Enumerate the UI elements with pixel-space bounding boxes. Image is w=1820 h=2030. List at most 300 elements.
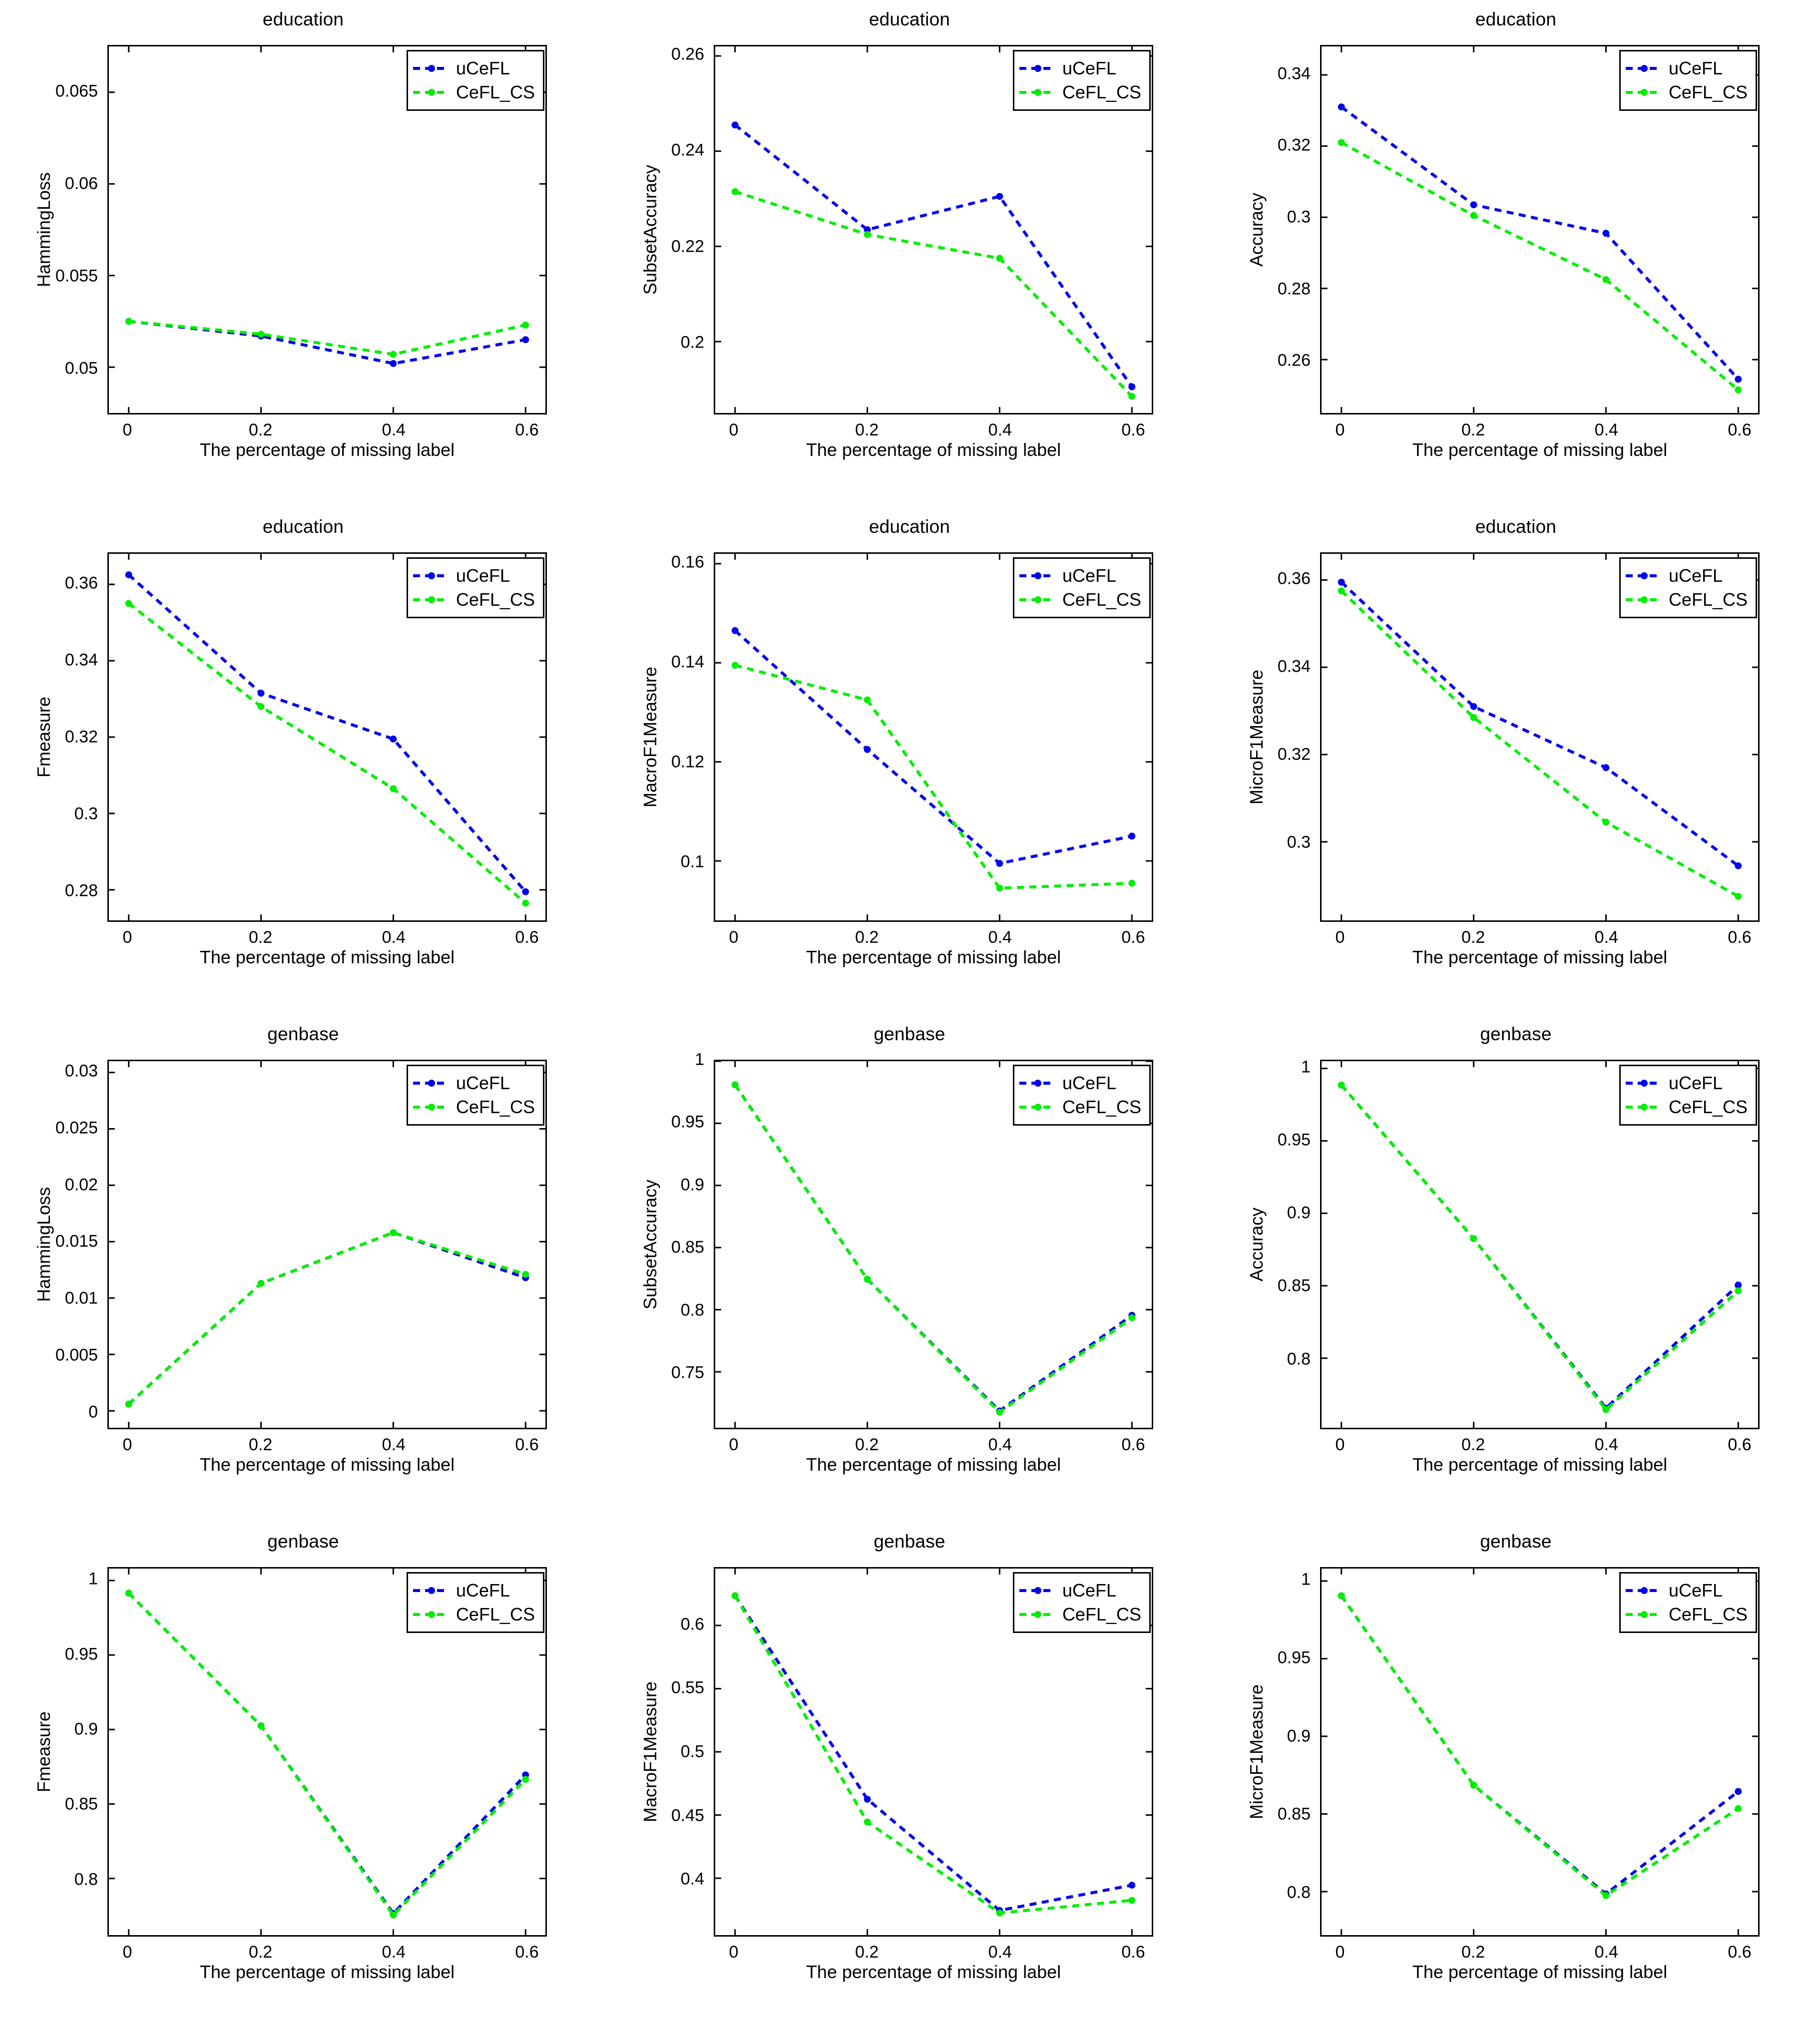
series-line	[735, 192, 1132, 397]
legend-line-icon	[1626, 67, 1663, 70]
y-tick-label: 0.34	[1277, 657, 1311, 676]
x-tick-label: 0.4	[988, 420, 1012, 439]
legend-item	[1019, 1579, 1141, 1603]
panel-title: education	[1475, 516, 1557, 537]
y-tick-label: 0.55	[671, 1678, 704, 1697]
y-tick-label: 0.26	[671, 44, 704, 64]
data-point	[390, 351, 397, 358]
legend-label: CeFL_CS	[455, 1097, 535, 1117]
data-point	[522, 1271, 529, 1278]
data-point	[1338, 1082, 1345, 1089]
legend-label: uCeFL	[1668, 565, 1723, 586]
x-axis-label: The percentage of missing label	[806, 1454, 1061, 1475]
data-point	[1735, 893, 1742, 900]
x-axis-label: The percentage of missing label	[806, 439, 1061, 460]
data-point	[1735, 387, 1742, 394]
chart-panel	[1213, 1015, 1819, 1522]
y-tick-label: 1	[1301, 1570, 1311, 1589]
x-axis-label: The percentage of missing label	[199, 439, 455, 460]
y-tick-label: 0.36	[1277, 569, 1311, 588]
legend-item	[1626, 80, 1748, 104]
y-tick-label: 0.12	[671, 752, 704, 772]
data-point	[996, 885, 1003, 892]
y-tick-label: 0.3	[1287, 207, 1311, 227]
data-point	[1338, 1592, 1345, 1599]
chart-panel	[606, 0, 1213, 507]
data-point	[125, 1401, 132, 1408]
legend-label: uCeFL	[455, 1073, 510, 1093]
y-tick-label: 0.065	[55, 81, 98, 100]
x-tick-label: 0	[1335, 1435, 1345, 1454]
x-axis-label: The percentage of missing label	[1412, 947, 1668, 967]
legend-line-icon	[1626, 1613, 1663, 1616]
legend-item	[1626, 1095, 1748, 1119]
legend-item	[1019, 588, 1141, 612]
series-line	[129, 1593, 526, 1914]
chart-panel	[1213, 1522, 1819, 2030]
data-point	[1470, 201, 1477, 208]
y-tick-label: 0.34	[1277, 64, 1311, 83]
data-point	[1128, 880, 1135, 887]
x-tick-label: 0.2	[1461, 1435, 1485, 1454]
data-point	[1128, 832, 1135, 839]
legend-label: uCeFL	[455, 565, 510, 586]
data-point	[1735, 1287, 1742, 1294]
legend-label: uCeFL	[455, 1580, 510, 1601]
series-line	[1342, 582, 1739, 866]
data-point	[258, 690, 265, 697]
data-point	[996, 1409, 1003, 1416]
legend-item	[413, 56, 535, 80]
legend-label: CeFL_CS	[455, 1604, 535, 1624]
data-point	[1470, 714, 1477, 721]
legend-item	[1626, 588, 1748, 612]
y-tick-label: 0.1	[680, 852, 704, 871]
legend-label: CeFL_CS	[1062, 1604, 1141, 1624]
x-tick-label: 0.4	[382, 420, 406, 439]
panel-title: genbase	[1480, 1024, 1552, 1044]
chart-panel	[0, 1015, 606, 1522]
y-tick-label: 0.85	[64, 1794, 98, 1814]
y-tick-label: 0.055	[55, 266, 98, 285]
legend-line-icon	[1626, 598, 1663, 601]
data-point	[732, 662, 739, 669]
data-point	[1735, 1805, 1742, 1812]
legend-line-icon	[1019, 91, 1056, 94]
data-point	[864, 231, 871, 238]
x-tick-label: 0	[1335, 1943, 1345, 1962]
series-line	[129, 1593, 526, 1915]
x-tick-label: 0.6	[1121, 420, 1145, 439]
y-tick-label: 0.85	[1277, 1804, 1311, 1824]
y-tick-label: 0.95	[1277, 1648, 1311, 1667]
x-tick-label: 0.4	[1594, 1435, 1618, 1454]
panel-title: genbase	[874, 1024, 945, 1044]
y-tick-label: 0.8	[74, 1870, 98, 1889]
data-point	[522, 1776, 529, 1783]
y-tick-label: 0.16	[671, 552, 704, 572]
y-tick-label: 0.95	[671, 1112, 704, 1132]
legend-label: uCeFL	[455, 58, 510, 78]
legend-label: CeFL_CS	[455, 82, 535, 102]
x-tick-label: 0.2	[249, 1943, 273, 1962]
x-axis-label: The percentage of missing label	[806, 1962, 1061, 1982]
data-point	[1602, 276, 1609, 283]
legend	[1013, 1065, 1151, 1126]
legend	[1013, 1572, 1151, 1633]
legend-line-icon	[413, 1613, 450, 1616]
legend-line-icon	[413, 574, 450, 577]
data-point	[732, 1592, 739, 1599]
data-point	[125, 600, 132, 607]
data-point	[864, 697, 871, 704]
data-point	[1338, 139, 1345, 146]
legend-line-icon	[413, 1589, 450, 1592]
legend-label: uCeFL	[1062, 565, 1116, 586]
data-point	[1470, 1782, 1477, 1789]
x-tick-label: 0.4	[988, 1943, 1012, 1962]
data-point	[1602, 1892, 1609, 1899]
legend	[1013, 50, 1151, 111]
legend-line-icon	[1626, 574, 1663, 577]
x-axis-label: The percentage of missing label	[199, 947, 455, 967]
series-line	[1342, 1085, 1739, 1410]
panel-title: education	[869, 516, 950, 537]
data-point	[125, 1590, 132, 1597]
series-line	[735, 665, 1132, 888]
chart-panel	[606, 1522, 1213, 2030]
x-tick-label: 0.4	[1594, 928, 1618, 947]
data-point	[732, 627, 739, 634]
data-point	[258, 1280, 265, 1287]
chart-panel	[0, 507, 606, 1015]
chart-panel	[606, 507, 1213, 1015]
y-tick-label: 0.75	[671, 1363, 704, 1382]
data-point	[864, 746, 871, 753]
legend-label: uCeFL	[1668, 1073, 1723, 1093]
y-tick-label: 0.4	[680, 1869, 704, 1889]
legend-label: CeFL_CS	[1668, 1097, 1748, 1117]
y-tick-label: 0.24	[671, 140, 704, 160]
y-tick-label: 0.3	[74, 804, 98, 823]
x-tick-label: 0.6	[515, 1435, 539, 1454]
y-tick-label: 0.32	[1277, 135, 1311, 155]
y-tick-label: 0.85	[671, 1237, 704, 1257]
y-tick-label: 0.22	[671, 237, 704, 256]
y-tick-label: 0.95	[1277, 1130, 1311, 1150]
x-tick-label: 0.2	[1461, 420, 1485, 439]
x-axis-label: The percentage of missing label	[1412, 1962, 1668, 1982]
data-point	[1735, 1788, 1742, 1795]
y-tick-label: 0.36	[64, 573, 98, 593]
y-tick-label: 0.06	[64, 174, 98, 193]
data-point	[1470, 212, 1477, 219]
y-tick-label: 0.025	[55, 1118, 98, 1138]
series-line	[735, 1085, 1132, 1412]
y-tick-label: 0.9	[1287, 1726, 1311, 1746]
legend-item	[413, 1071, 535, 1095]
y-axis-label: Accuracy	[1246, 192, 1267, 267]
series-line	[735, 125, 1132, 387]
x-tick-label: 0.2	[855, 420, 879, 439]
x-tick-label: 0.2	[249, 928, 273, 947]
x-tick-label: 0.2	[855, 1943, 879, 1962]
legend-line-icon	[1626, 1106, 1663, 1109]
data-point	[996, 860, 1003, 867]
legend	[1013, 557, 1151, 618]
data-point	[1338, 103, 1345, 110]
series-line	[1342, 142, 1739, 390]
legend-item	[1626, 1603, 1748, 1626]
data-point	[390, 736, 397, 743]
legend-label: uCeFL	[1668, 1580, 1723, 1601]
y-tick-label: 0.34	[64, 650, 98, 670]
legend	[407, 50, 544, 111]
data-point	[1128, 384, 1135, 391]
y-tick-label: 0.8	[1287, 1883, 1311, 1902]
data-point	[522, 888, 529, 895]
x-tick-label: 0.2	[855, 1435, 879, 1454]
panel-title: education	[869, 9, 950, 29]
legend-label: uCeFL	[1062, 58, 1116, 78]
y-tick-label: 0.85	[1277, 1276, 1311, 1295]
x-tick-label: 0.4	[988, 928, 1012, 947]
y-axis-label: MacroF1Measure	[640, 1681, 660, 1823]
data-point	[1338, 579, 1345, 586]
legend-label: CeFL_CS	[1668, 1604, 1748, 1624]
data-point	[1602, 1406, 1609, 1413]
data-point	[1128, 1882, 1135, 1889]
y-axis-label: HammingLoss	[33, 1187, 54, 1302]
y-tick-label: 0.14	[671, 652, 704, 672]
y-tick-label: 0.03	[64, 1061, 98, 1081]
y-tick-label: 0.01	[64, 1288, 98, 1308]
legend-label: uCeFL	[1062, 1073, 1116, 1093]
panel-title: genbase	[874, 1531, 945, 1552]
legend-label: CeFL_CS	[1668, 589, 1748, 610]
legend-label: uCeFL	[1668, 58, 1723, 78]
y-tick-label: 1	[88, 1569, 98, 1589]
x-tick-label: 0.2	[1461, 1943, 1485, 1962]
x-tick-label: 0.4	[382, 928, 406, 947]
y-tick-label: 0.005	[55, 1345, 98, 1365]
x-tick-label: 0	[122, 928, 132, 947]
series-line	[129, 322, 526, 364]
y-tick-label: 0.02	[64, 1175, 98, 1194]
y-axis-label: Fmeasure	[33, 1711, 54, 1793]
data-point	[1128, 393, 1135, 400]
data-point	[390, 1229, 397, 1236]
y-tick-label: 0.6	[680, 1615, 704, 1634]
y-axis-label: MicroF1Measure	[1246, 1684, 1267, 1820]
legend-item	[1626, 56, 1748, 80]
data-point	[522, 336, 529, 343]
legend	[1619, 1065, 1757, 1126]
y-tick-label: 0.32	[64, 727, 98, 747]
legend-label: CeFL_CS	[1062, 589, 1141, 610]
data-point	[1128, 1314, 1135, 1321]
y-tick-label: 0.9	[74, 1719, 98, 1739]
data-point	[996, 1910, 1003, 1917]
y-tick-label: 0.32	[1277, 745, 1311, 764]
data-point	[732, 1081, 739, 1088]
legend-line-icon	[1019, 1589, 1056, 1592]
y-tick-label: 0	[88, 1402, 98, 1422]
data-point	[258, 703, 265, 710]
y-tick-label: 1	[695, 1050, 704, 1069]
data-point	[864, 1276, 871, 1283]
legend-item	[1019, 1071, 1141, 1095]
legend-label: CeFL_CS	[1062, 82, 1141, 102]
data-point	[1128, 1897, 1135, 1904]
x-tick-label: 0.6	[1728, 1435, 1752, 1454]
legend-item	[1019, 1603, 1141, 1626]
panel-title: genbase	[1480, 1531, 1552, 1552]
x-tick-label: 0.2	[249, 1435, 273, 1454]
data-point	[522, 322, 529, 329]
legend-line-icon	[413, 67, 450, 70]
x-tick-label: 0	[729, 1435, 739, 1454]
y-axis-label: SubsetAccuracy	[640, 164, 660, 295]
data-point	[390, 360, 397, 367]
x-tick-label: 0.6	[1728, 420, 1752, 439]
legend-label: CeFL_CS	[1668, 82, 1748, 102]
x-tick-label: 0	[729, 1943, 739, 1962]
data-point	[125, 318, 132, 325]
y-tick-label: 0.3	[1287, 832, 1311, 852]
data-point	[390, 1912, 397, 1919]
x-tick-label: 0.4	[382, 1435, 406, 1454]
legend-item	[413, 1579, 535, 1603]
y-axis-label: SubsetAccuracy	[640, 1179, 660, 1310]
data-point	[996, 255, 1003, 262]
y-tick-label: 0.2	[680, 333, 704, 352]
legend	[407, 557, 544, 618]
legend-item	[1626, 1071, 1748, 1095]
x-tick-label: 0.2	[1461, 928, 1485, 947]
legend-line-icon	[1019, 1082, 1056, 1085]
panel-title: education	[262, 516, 344, 537]
legend-item	[413, 1603, 535, 1626]
series-line	[1342, 1085, 1739, 1408]
x-tick-label: 0.6	[1121, 1943, 1145, 1962]
x-tick-label: 0	[122, 420, 132, 439]
legend	[1619, 557, 1757, 618]
legend-line-icon	[1626, 1589, 1663, 1592]
data-point	[1338, 587, 1345, 594]
data-point	[996, 193, 1003, 200]
series-line	[735, 1596, 1132, 1913]
data-point	[258, 331, 265, 338]
panel-title: genbase	[267, 1024, 339, 1044]
data-point	[1735, 862, 1742, 869]
legend-item	[413, 80, 535, 104]
legend	[407, 1572, 544, 1633]
legend-item	[413, 1095, 535, 1119]
x-tick-label: 0.6	[1728, 1943, 1752, 1962]
x-axis-label: The percentage of missing label	[1412, 1454, 1668, 1475]
legend-item	[1019, 564, 1141, 588]
chart-panel	[606, 1015, 1213, 1522]
x-tick-label: 0	[1335, 928, 1345, 947]
legend-line-icon	[1019, 67, 1056, 70]
y-tick-label: 0.28	[64, 881, 98, 900]
legend-line-icon	[413, 1106, 450, 1109]
data-point	[1735, 376, 1742, 383]
data-point	[1470, 1235, 1477, 1242]
legend-label: CeFL_CS	[455, 589, 535, 610]
x-axis-label: The percentage of missing label	[199, 1454, 455, 1475]
y-tick-label: 0.9	[1287, 1203, 1311, 1222]
legend-line-icon	[413, 1082, 450, 1085]
legend-item	[413, 588, 535, 612]
x-axis-label: The percentage of missing label	[806, 947, 1061, 967]
y-axis-label: MicroF1Measure	[1246, 669, 1267, 805]
x-tick-label: 0	[122, 1435, 132, 1454]
legend	[1619, 1572, 1757, 1633]
legend-line-icon	[413, 598, 450, 601]
x-tick-label: 0	[729, 928, 739, 947]
legend-line-icon	[1019, 1613, 1056, 1616]
x-tick-label: 0	[1335, 420, 1345, 439]
y-tick-label: 0.5	[680, 1742, 704, 1761]
data-point	[732, 121, 739, 128]
x-tick-label: 0.6	[515, 928, 539, 947]
x-tick-label: 0	[729, 420, 739, 439]
x-tick-label: 0.6	[515, 420, 539, 439]
y-axis-label: Fmeasure	[33, 696, 54, 778]
data-point	[258, 1722, 265, 1729]
data-point	[732, 188, 739, 195]
series-line	[129, 575, 526, 892]
x-tick-label: 0.6	[1728, 928, 1752, 947]
series-line	[735, 631, 1132, 863]
data-point	[1602, 230, 1609, 237]
panel-title: education	[1475, 9, 1557, 29]
x-tick-label: 0.6	[1121, 1435, 1145, 1454]
panel-title: education	[262, 9, 344, 29]
y-tick-label: 0.8	[680, 1300, 704, 1320]
legend	[407, 1065, 544, 1126]
data-point	[390, 785, 397, 792]
legend-label: uCeFL	[1062, 1580, 1116, 1601]
chart-panel	[1213, 0, 1819, 507]
data-point	[864, 1796, 871, 1803]
data-point	[1602, 764, 1609, 771]
legend-line-icon	[1019, 1106, 1056, 1109]
x-tick-label: 0.4	[1594, 1943, 1618, 1962]
legend-line-icon	[1626, 91, 1663, 94]
x-tick-label: 0.2	[249, 420, 273, 439]
legend-item	[1019, 56, 1141, 80]
legend-line-icon	[1019, 598, 1056, 601]
series-line	[1342, 107, 1739, 379]
legend-line-icon	[1626, 1082, 1663, 1085]
legend-label: CeFL_CS	[1062, 1097, 1141, 1117]
data-point	[1470, 703, 1477, 710]
y-axis-label: MacroF1Measure	[640, 666, 660, 808]
data-point	[125, 571, 132, 578]
y-axis-label: HammingLoss	[33, 172, 54, 288]
y-tick-label: 0.9	[680, 1175, 704, 1195]
chart-panel	[0, 0, 606, 507]
series-line	[735, 1596, 1132, 1910]
legend	[1619, 50, 1757, 111]
y-tick-label: 0.26	[1277, 351, 1311, 370]
series-line	[1342, 1596, 1739, 1895]
x-tick-label: 0.6	[1121, 928, 1145, 947]
data-point	[1602, 818, 1609, 825]
